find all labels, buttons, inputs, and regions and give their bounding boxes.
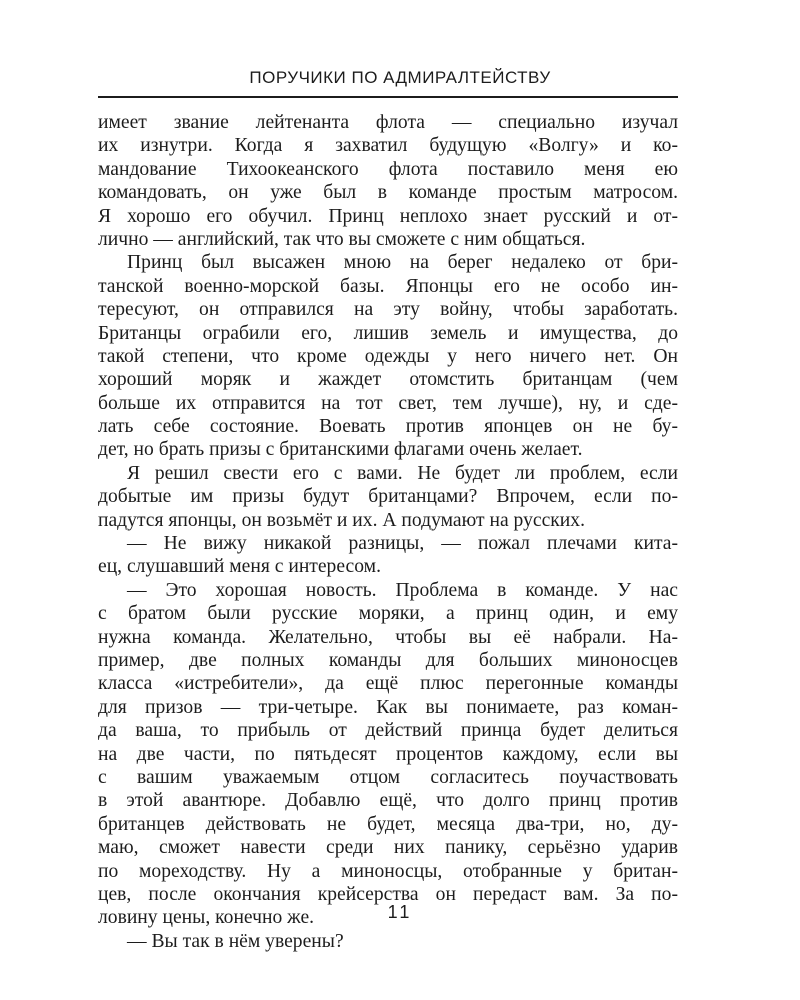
text-line: Британцы ограбили его, лишив земель и имущества, до [98,322,678,344]
text-line: дет, но брать призы с британскими флагами очень желает. [98,439,583,461]
text-line: цев, после окончания крейсерства он передаст вам. За по- [98,883,678,905]
text-line: добытые им призы будут британцами? Впрочем, если по- [98,486,678,508]
text-line: британцев действовать не будет, месяца два-три, но, ду- [98,813,678,835]
text-line: класса «истребители», да ещё плюс перегонные команды [98,673,678,695]
text-line: хороший моряк и жаждет отомстить британцам (чем [98,369,678,391]
text-line: командовать, он уже был в команде простым матросом. [98,182,678,204]
text-line: танской военно-морской базы. Японцы его не особо ин- [98,275,678,297]
text-line: больше их отправится на тот свет, тем лучше), ну, и сде- [98,392,678,414]
text-line: имеет звание лейтенанта флота — специально изучал [98,112,678,133]
text-line: по мореходству. Ну а миноносцы, отобранные у британ- [98,860,678,882]
page-number: 11 [387,902,413,922]
text-line: тересуют, он отправился на эту войну, чтобы заработать. [98,299,678,321]
text-line: падутся японцы, он возьмёт и их. А подумают на русских. [98,509,585,531]
text-line: с вашим уважаемым отцом согласитесь поучаствовать [98,766,678,788]
text-line: на две части, по пятьдесят процентов каждому, если вы [98,743,678,765]
text-line: мандование Тихоокеанского флота поставило меня ею [98,158,678,180]
text-line: — Не вижу никакой разницы, — пожал плечами кита- [127,533,678,555]
running-head-title: ПОРУЧИКИ ПО АДМИРАЛТЕЙСТВУ [249,68,551,87]
text-line: — Это хорошая новость. Проблема в команде. У нас [127,579,678,601]
text-line: в этой авантюре. Добавлю ещё, что долго принц против [98,790,678,812]
text-line: маю, сможет навести среди них панику, серьёзно ударив [98,837,678,859]
header-rule-divider [98,96,678,98]
text-line: ец, слушавший меня с интересом. [98,556,381,578]
text-line: их изнутри. Когда я захватил будущую «Волгу» и ко- [98,135,678,157]
text-line: Я хорошо его обучил. Принц неплохо знает русский и от- [98,205,678,227]
text-line: с братом были русские моряки, а принц один, и ему [98,603,678,625]
text-line: такой степени, что кроме одежды у него ничего нет. Он [98,345,678,367]
text-line: нужна команда. Желательно, чтобы вы её набрали. На- [98,626,678,648]
text-line: Я решил свести его с вами. Не будет ли проблем, если [127,462,678,484]
text-line: да ваша, то прибыль от действий принца будет делиться [98,720,678,742]
text-line: — Вы так в нём уверены? [127,930,344,952]
text-line: для призов — три-четыре. Как вы понимаете, раз коман- [98,696,678,718]
text-line: лать себе состояние. Воевать против японцев он не бу- [98,416,678,438]
text-line: лично — английский, так что вы сможете с ним общаться. [98,228,586,250]
text-line: пример, две полных команды для больших миноносцев [98,649,678,671]
text-line: ловину цены, конечно же. [98,907,315,929]
page-body-text [98,111,678,953]
text-line: Принц был высажен мною на берег недалеко от бри- [127,252,678,274]
